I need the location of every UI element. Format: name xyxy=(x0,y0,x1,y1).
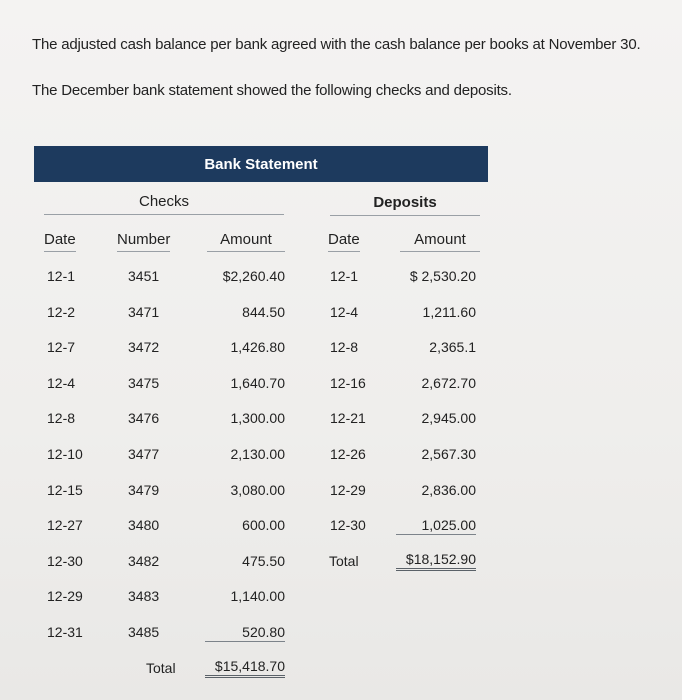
check-amount: 1,426.80 xyxy=(230,339,285,356)
check-number: 3482 xyxy=(128,552,160,569)
deposit-amount: 1,211.60 xyxy=(422,303,476,320)
check-date: 12-27 xyxy=(47,517,83,534)
check-date: 12-10 xyxy=(47,446,83,462)
check-amount-header: Amount xyxy=(207,231,285,252)
check-number: 3471 xyxy=(128,303,160,320)
deposit-amount: $ 2,530.20 xyxy=(409,268,476,284)
check-amount: 520.80 xyxy=(205,624,285,642)
check-number: 3480 xyxy=(128,517,160,534)
check-number: 3476 xyxy=(128,410,160,427)
check-amount: 844.50 xyxy=(242,303,285,320)
checks-total: $15,418.70 xyxy=(205,658,285,678)
check-amount: 1,300.00 xyxy=(230,410,285,427)
check-amount: 2,130.00 xyxy=(230,446,285,462)
deposit-date: 12-30 xyxy=(330,517,366,534)
deposit-amount: 2,672.70 xyxy=(421,374,476,391)
intro-line-1: The adjusted cash balance per bank agreed with the cash balance per books at November 30. xyxy=(32,36,641,53)
deposit-amount: 2,365.1 xyxy=(429,339,476,356)
check-number: 3479 xyxy=(128,481,160,498)
checks-total-label: Total xyxy=(146,660,176,676)
check-date-header: Date xyxy=(44,231,76,252)
bank-statement-title: Bank Statement xyxy=(34,146,488,182)
check-number: 3477 xyxy=(128,446,160,462)
deposit-date: 12-16 xyxy=(330,374,366,391)
check-date: 12-1 xyxy=(47,268,76,284)
deposit-date-header: Date xyxy=(328,231,360,252)
check-date: 12-31 xyxy=(47,624,83,640)
deposits-group-header: Deposits xyxy=(330,194,480,216)
check-amount: 600.00 xyxy=(242,517,285,534)
check-date: 12-15 xyxy=(47,481,83,498)
deposit-date: 12-29 xyxy=(330,481,366,498)
checks-group-header: Checks xyxy=(44,193,284,215)
check-date: 12-8 xyxy=(47,410,76,427)
deposit-date: 12-1 xyxy=(330,268,359,284)
check-amount: 475.50 xyxy=(242,552,285,569)
check-amount: 1,640.70 xyxy=(230,374,285,391)
check-number: 3475 xyxy=(128,374,160,391)
deposit-date: 12-26 xyxy=(330,446,366,462)
check-number: 3472 xyxy=(128,339,160,356)
check-number: 3451 xyxy=(128,268,160,284)
check-date: 12-29 xyxy=(47,588,83,605)
check-amount: $2,260.40 xyxy=(222,268,285,284)
check-amount: 1,140.00 xyxy=(230,588,285,605)
check-date: 12-2 xyxy=(47,303,76,320)
intro-line-2: The December bank statement showed the following checks and deposits. xyxy=(32,82,512,99)
deposit-date: 12-21 xyxy=(330,410,366,427)
check-date: 12-4 xyxy=(47,374,76,391)
deposit-amount-header: Amount xyxy=(400,231,480,252)
check-number-header: Number xyxy=(117,231,170,252)
deposit-amount: 2,836.00 xyxy=(421,481,476,498)
check-date: 12-30 xyxy=(47,552,83,569)
check-number: 3483 xyxy=(128,588,160,605)
check-amount: 3,080.00 xyxy=(230,481,285,498)
check-date: 12-7 xyxy=(47,339,76,356)
deposit-amount: 1,025.00 xyxy=(396,517,476,535)
check-number: 3485 xyxy=(128,624,160,640)
deposit-amount: 2,567.30 xyxy=(421,446,476,462)
deposit-amount: 2,945.00 xyxy=(421,410,476,427)
deposit-date: 12-4 xyxy=(330,303,359,320)
deposits-total: $18,152.90 xyxy=(396,551,476,571)
deposits-total-label: Total xyxy=(329,553,359,569)
deposit-date: 12-8 xyxy=(330,339,359,356)
